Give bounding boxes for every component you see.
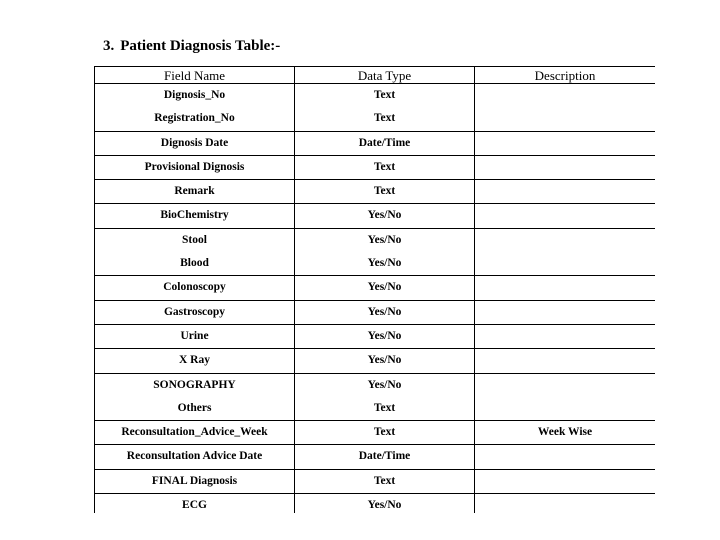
cell-text: Text xyxy=(373,112,396,125)
cell-text xyxy=(475,325,655,348)
description-cell xyxy=(475,421,656,445)
cell-text: Date/Time xyxy=(358,136,411,149)
cell-text: Yes/No xyxy=(367,499,402,512)
cell-text: SONOGRAPHY xyxy=(153,378,236,391)
table-row xyxy=(95,228,656,276)
cell-text xyxy=(475,494,655,513)
description-cell xyxy=(475,469,656,493)
data-type-cell xyxy=(295,469,475,493)
cell-text: Yes/No xyxy=(367,209,402,222)
cell-text xyxy=(475,180,655,203)
cell-text xyxy=(475,445,655,468)
field-name-cell xyxy=(95,421,295,445)
field-name-cell xyxy=(95,494,295,513)
field-name-cell xyxy=(95,300,295,324)
description-cell xyxy=(475,204,656,228)
data-type-cell xyxy=(295,84,475,132)
cell-text: Urine xyxy=(180,329,209,342)
field-name-cell xyxy=(95,228,295,276)
table-header xyxy=(95,67,656,84)
cell-text xyxy=(475,204,655,227)
description-cell xyxy=(475,84,656,132)
document-title xyxy=(103,38,280,55)
table-row xyxy=(95,84,656,132)
table-row xyxy=(95,445,656,469)
field-name-cell xyxy=(95,155,295,179)
table-row xyxy=(95,421,656,445)
cell-text xyxy=(475,229,655,252)
cell-text: FINAL Diagnosis xyxy=(151,474,238,487)
description-cell xyxy=(475,373,656,421)
section-title: Patient Diagnosis Table:- xyxy=(120,38,281,54)
description-cell xyxy=(475,228,656,276)
data-type-cell xyxy=(295,421,475,445)
data-type-cell xyxy=(295,494,475,513)
cell-text: Colonoscopy xyxy=(163,281,226,294)
cell-text: Reconsultation Advice Date xyxy=(126,450,263,463)
cell-text xyxy=(475,156,655,179)
cell-text xyxy=(475,84,655,107)
table-body xyxy=(95,84,656,514)
cell-text: Blood xyxy=(180,257,209,270)
table-row xyxy=(95,469,656,493)
table-row xyxy=(95,155,656,179)
cell-text: Provisional Dignosis xyxy=(144,160,245,173)
cell-text xyxy=(475,301,655,324)
cell-text: Yes/No xyxy=(367,281,402,294)
data-type-cell xyxy=(295,324,475,348)
section-number: 3. xyxy=(103,38,115,54)
field-name-cell xyxy=(95,131,295,155)
cell-text: Yes/No xyxy=(367,257,402,270)
data-type-cell xyxy=(295,373,475,421)
table-row xyxy=(95,494,656,513)
data-type-cell xyxy=(295,204,475,228)
cell-text: Week Wise xyxy=(537,426,593,439)
table-row xyxy=(95,324,656,348)
field-name-cell xyxy=(95,373,295,421)
cell-text: Text xyxy=(373,89,396,101)
cell-text xyxy=(475,374,655,397)
cell-text: BioChemistry xyxy=(160,209,229,222)
patient-diagnosis-table xyxy=(94,66,655,513)
table-viewport xyxy=(94,66,655,513)
cell-text: Registration_No xyxy=(154,112,235,125)
description-cell xyxy=(475,300,656,324)
cell-text xyxy=(475,252,655,275)
cell-text: X Ray xyxy=(179,354,210,367)
data-type-cell xyxy=(295,349,475,373)
description-cell xyxy=(475,324,656,348)
data-type-cell xyxy=(295,228,475,276)
description-cell xyxy=(475,445,656,469)
cell-text: Yes/No xyxy=(367,305,402,318)
cell-text: Stool xyxy=(182,233,207,246)
data-type-cell xyxy=(295,300,475,324)
field-name-cell xyxy=(95,349,295,373)
cell-text: Text xyxy=(373,401,396,414)
header-row xyxy=(95,67,656,84)
cell-text: Date/Time xyxy=(358,450,411,463)
field-name-cell xyxy=(95,324,295,348)
cell-text: Yes/No xyxy=(367,378,402,391)
description-cell xyxy=(475,155,656,179)
cell-text: Dignosis Date xyxy=(160,136,229,149)
header-field-name: Field Name xyxy=(95,67,295,84)
cell-text: Others xyxy=(177,401,212,414)
cell-text xyxy=(475,107,655,130)
header-description: Description xyxy=(475,67,656,84)
field-name-cell xyxy=(95,204,295,228)
table-row xyxy=(95,349,656,373)
cell-text: Gastroscopy xyxy=(163,305,226,318)
description-cell xyxy=(475,131,656,155)
table-row xyxy=(95,204,656,228)
table-row xyxy=(95,373,656,421)
cell-text: ECG xyxy=(182,499,207,512)
table-row xyxy=(95,131,656,155)
field-name-cell xyxy=(95,276,295,300)
description-cell xyxy=(475,276,656,300)
description-cell xyxy=(475,494,656,513)
cell-text: Remark xyxy=(174,185,215,198)
data-type-cell xyxy=(295,276,475,300)
cell-text: Yes/No xyxy=(367,354,402,367)
field-name-cell xyxy=(95,84,295,132)
cell-text: Yes/No xyxy=(367,329,402,342)
cell-text: Text xyxy=(373,426,396,439)
data-type-cell xyxy=(295,131,475,155)
cell-text: Reconsultation_Advice_Week xyxy=(121,426,268,439)
cell-text xyxy=(475,397,655,420)
cell-text: Yes/No xyxy=(367,233,402,246)
cell-text: Text xyxy=(373,185,396,198)
data-type-cell xyxy=(295,155,475,179)
description-cell xyxy=(475,349,656,373)
cell-text xyxy=(475,470,655,493)
field-name-cell xyxy=(95,180,295,204)
cell-text: Text xyxy=(373,160,396,173)
table-row xyxy=(95,300,656,324)
cell-text: Dignosis_No xyxy=(163,89,226,101)
header-data-type: Data Type xyxy=(295,67,475,84)
cell-text xyxy=(475,132,655,155)
cell-text: Text xyxy=(373,474,396,487)
table-row xyxy=(95,180,656,204)
field-name-cell xyxy=(95,445,295,469)
cell-text xyxy=(475,276,655,299)
data-type-cell xyxy=(295,180,475,204)
field-name-cell xyxy=(95,469,295,493)
data-type-cell xyxy=(295,445,475,469)
cell-text xyxy=(475,349,655,372)
description-cell xyxy=(475,180,656,204)
table-row xyxy=(95,276,656,300)
